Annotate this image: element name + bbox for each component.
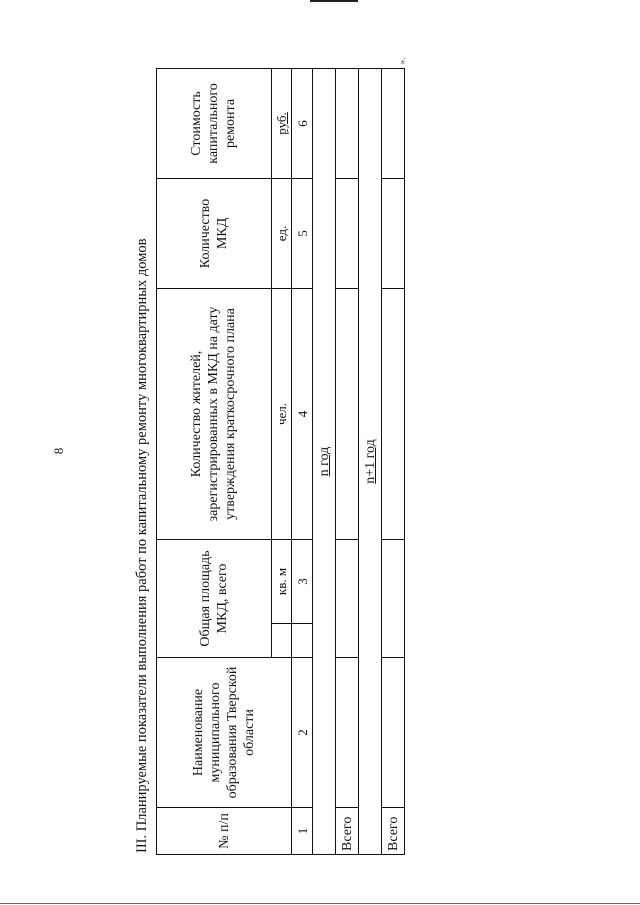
- rotated-section: [129, 68, 410, 855]
- year-row: [313, 68, 336, 854]
- column-number: 4: [292, 288, 313, 539]
- unit-count: ед.: [271, 178, 292, 288]
- capital-repair-table: [156, 68, 405, 855]
- header-residents: Количество жителей, зарегистрированных в МКД на дату утверждения краткосрочного плана: [157, 288, 272, 539]
- total-row: [382, 68, 405, 854]
- total-cell: [336, 68, 359, 178]
- total-cell: [382, 178, 405, 288]
- column-number: 1: [292, 808, 313, 855]
- total-cell: [382, 288, 405, 539]
- total-cell: [382, 539, 405, 657]
- unit-residents: чел.: [271, 288, 292, 539]
- scan-artifact-bottom: [0, 903, 640, 904]
- year-label: n+1 год: [359, 68, 382, 854]
- total-cell: [336, 539, 359, 657]
- column-number-row: [292, 68, 313, 854]
- page-number: 8: [51, 447, 66, 455]
- unit-area-empty: [271, 624, 292, 658]
- header-municipality: Наименование муниципального образования Тверской области: [157, 658, 292, 808]
- total-cell: [336, 178, 359, 288]
- column-number: 6: [292, 68, 313, 178]
- header-mkd-count: Количество МКД: [157, 178, 272, 288]
- scan-artifact-top: [310, 0, 358, 2]
- header-num: № п/п: [157, 808, 292, 855]
- year-row: [359, 68, 382, 854]
- total-cell: [336, 658, 359, 808]
- column-number: 3: [292, 539, 313, 623]
- header-repair-cost: Стоимость капитального ремонта: [157, 68, 272, 178]
- column-number-empty: [292, 624, 313, 658]
- header-area: Общая площадь МКД, всего: [157, 539, 272, 657]
- column-number: 5: [292, 178, 313, 288]
- total-row: [336, 68, 359, 854]
- header-row: [157, 68, 272, 854]
- total-label: Всего: [382, 808, 405, 855]
- column-number: 2: [292, 658, 313, 808]
- year-label: n год: [313, 68, 336, 854]
- total-cell: [382, 68, 405, 178]
- unit-area: кв. м: [271, 539, 292, 623]
- total-label: Всего: [336, 808, 359, 855]
- total-cell: [336, 288, 359, 539]
- section-title: III. Планируемые показатели выполнения работ по капитальному ремонту многоквартирных домов: [134, 238, 150, 853]
- total-cell: [382, 658, 405, 808]
- unit-cost: руб.: [271, 68, 292, 178]
- closing-quote-mark: ».: [397, 57, 407, 65]
